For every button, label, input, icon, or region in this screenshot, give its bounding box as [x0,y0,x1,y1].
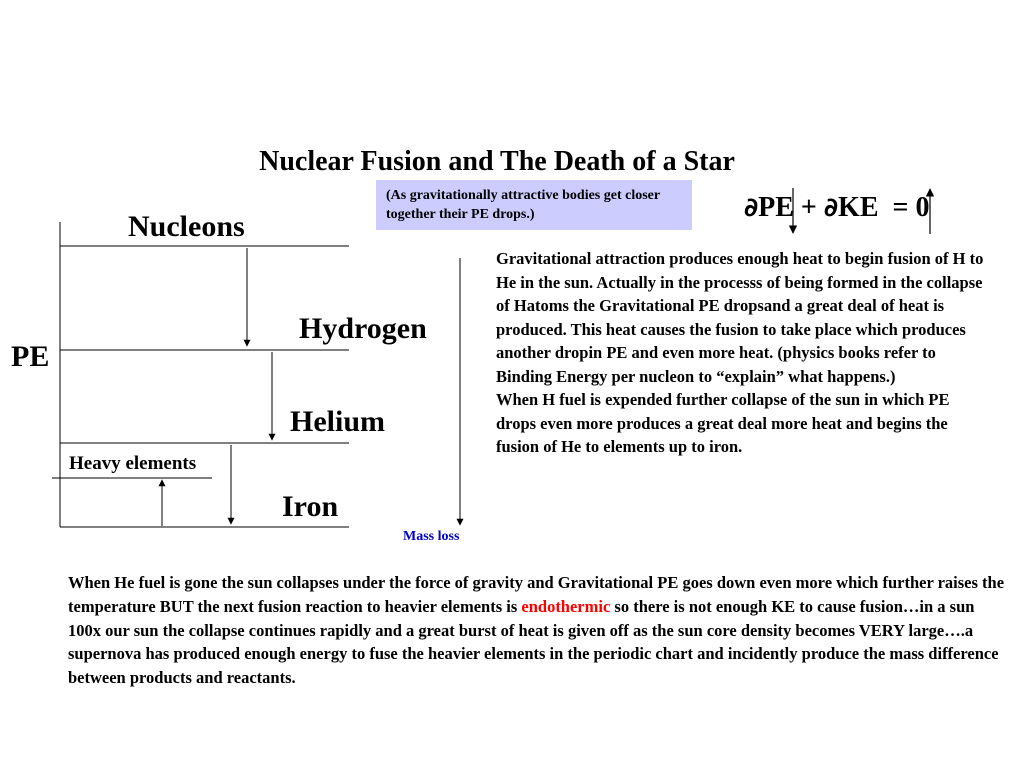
level-label-helium: Helium [290,405,385,438]
level-label-heavy-elements: Heavy elements [69,453,197,474]
explanation-paragraph: Gravitational attraction produces enough heat to begin fusion of H to He in the sun. Actually in the processs of being formed in the collapse of Hatoms the Gravitational PE dropsand a great deal of heat is produced. This heat causes the fusion to take place which produces another dropin PE and even more heat. (physics books refer to Binding Energy per nucleon to “explain” what happens.) [496,249,984,386]
slide-title: Nuclear Fusion and The Death of a Star [259,146,735,177]
delta-symbol: ∂ [823,193,839,223]
bottom-paragraph [68,571,1008,690]
bottom-text-start: When He fuel is gone the sun collapses under the force of gravity and Gravitational PE goes down even more which further raises the temperature BUT the next fusion reaction to heavier elements is [68,573,1005,616]
delta-symbol: ∂ [744,193,759,223]
bottom-text-end: so there is not enough KE to cause fusion…in a sun 100x our sun the collapse continues rapidly and a great burst of heat is given off as the sun core density becomes VERY large….a supernova has produced enough energy to fuse the heavier elements in the periodic chart and incidently produce the mass difference between products and reactants. [68,596,999,688]
mass-loss-label: Mass loss [403,529,460,544]
level-label-nucleons: Nucleons [128,210,245,243]
pe-axis-label: PE [11,340,50,373]
endothermic-highlight: endothermic [521,596,611,616]
explanation-text [496,247,986,459]
equation-result: = 0 [878,192,930,223]
level-label-hydrogen: Hydrogen [299,312,427,345]
explanation-paragraph: When H fuel is expended further collapse of the sun in which PE drops even more produces a great deal more heat and begins the fusion of He to elements up to iron. [496,390,950,456]
note-box: (As gravitationally attractive bodies get closer together their PE drops.) [376,180,692,230]
equation-term-ke: KE [838,192,879,223]
equation-term-pe: PE + [758,192,824,223]
level-label-iron: Iron [282,490,339,523]
